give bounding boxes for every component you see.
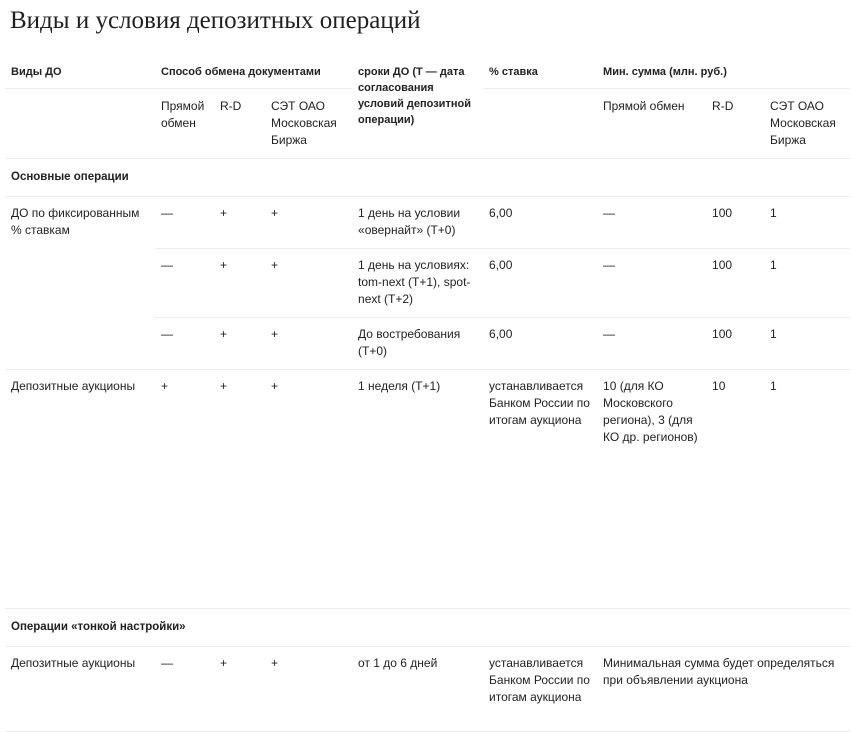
cell-type: ДО по фиксированным % ставкам — [11, 206, 140, 237]
cell-min-direct: — — [597, 249, 706, 318]
cell-direct: — — [155, 249, 214, 318]
cell-type: Депозитные аукционы — [5, 370, 155, 609]
cell-min-set: 1 — [764, 370, 850, 609]
cell-direct: + — [155, 370, 214, 609]
table-row — [5, 197, 850, 249]
cell-direct: — — [155, 197, 214, 249]
cell-rate: 6,00 — [483, 197, 597, 249]
cell-min-note: Минимальная сумма будет определяться при объявлении аукциона — [597, 647, 850, 732]
cell-min-rd: 100 — [706, 197, 764, 249]
cell-rate: устанавливается Банком России по итогам аукциона — [483, 647, 597, 732]
subheader-empty-rate — [483, 89, 597, 159]
subheader-min-direct: Прямой обмен — [597, 89, 706, 159]
page-title: Виды и условия депозитных операций — [10, 7, 421, 34]
subheader-min-set: СЭТ ОАО Московская Биржа — [764, 89, 850, 159]
cell-direct: — — [155, 318, 214, 370]
cell-term: 1 неделя (Т+1) — [352, 370, 483, 609]
deposit-operations-table — [5, 56, 850, 732]
cell-min-direct: — — [597, 318, 706, 370]
header-exchange: Способ обмена документами — [155, 56, 352, 89]
cell-term: 1 день на условии «овернайт» (Т+0) — [352, 197, 483, 249]
cell-rate: устанавливается Банком России по итогам аукциона — [483, 370, 597, 609]
cell-rd: + — [214, 370, 265, 609]
cell-min-direct: 10 (для КО Московского региона), 3 (для КО др. регионов) — [597, 370, 706, 609]
cell-min-rd: 100 — [706, 318, 764, 370]
cell-rd: + — [214, 249, 265, 318]
cell-set: + — [265, 647, 352, 732]
table-row — [5, 318, 850, 370]
section-title-fine-tuning: Операции «тонкой настройки» — [5, 609, 850, 647]
section-title-main: Основные операции — [5, 159, 850, 197]
header-rate: % ставка — [483, 56, 597, 89]
cell-set: + — [265, 197, 352, 249]
section-row-main — [5, 159, 850, 197]
header-min-sum: Мин. сумма (млн. руб.) — [597, 56, 850, 89]
header-row — [5, 56, 850, 89]
cell-set: + — [265, 249, 352, 318]
cell-min-rd: 10 — [706, 370, 764, 609]
cell-rate: 6,00 — [483, 249, 597, 318]
subheader-min-rd: R-D — [706, 89, 764, 159]
cell-type — [5, 249, 155, 318]
cell-min-direct: — — [597, 197, 706, 249]
section-row-fine-tuning — [5, 609, 850, 647]
table-row — [5, 249, 850, 318]
cell-rd: + — [214, 647, 265, 732]
cell-direct: — — [155, 647, 214, 732]
cell-set: + — [265, 318, 352, 370]
cell-rd: + — [214, 197, 265, 249]
cell-term: До востребования (Т+0) — [352, 318, 483, 370]
subheader-empty — [5, 89, 155, 159]
cell-term: от 1 до 6 дней — [352, 647, 483, 732]
header-types: Виды ДО — [5, 56, 155, 89]
cell-min-set: 1 — [764, 318, 850, 370]
table-row — [5, 647, 850, 732]
cell-min-set: 1 — [764, 249, 850, 318]
cell-rd: + — [214, 318, 265, 370]
subheader-direct: Прямой обмен — [155, 89, 214, 159]
subheader-rd: R-D — [214, 89, 265, 159]
cell-term: 1 день на условиях: tom-next (Т+1), spot-next (Т+2) — [352, 249, 483, 318]
cell-type — [5, 318, 155, 370]
cell-rate: 6,00 — [483, 318, 597, 370]
cell-type: Депозитные аукционы — [5, 647, 155, 732]
header-terms: сроки ДО (Т — дата согласования условий депозитной операции) — [352, 56, 483, 159]
cell-set: + — [265, 370, 352, 609]
table-row — [5, 370, 850, 609]
cell-min-set: 1 — [764, 197, 850, 249]
subheader-set: СЭТ ОАО Московская Биржа — [265, 89, 352, 159]
cell-min-rd: 100 — [706, 249, 764, 318]
